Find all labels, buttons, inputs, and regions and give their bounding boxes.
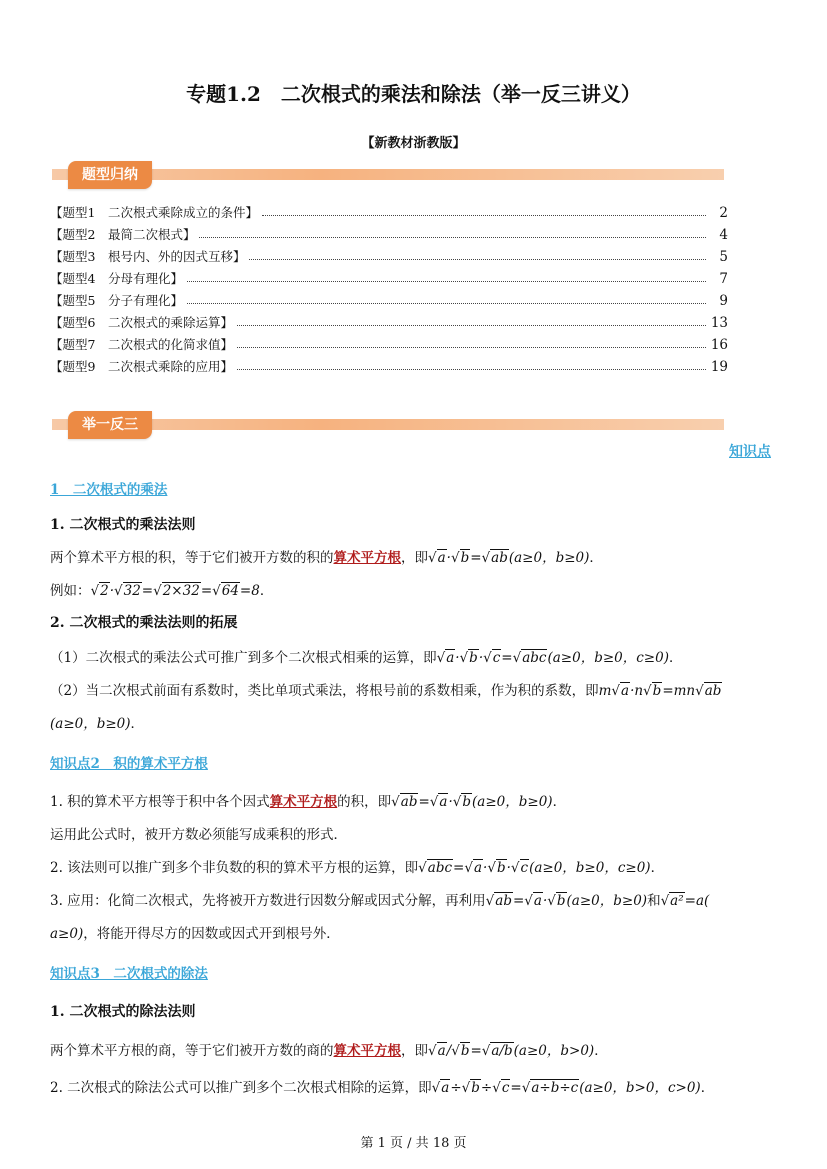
toc-entry-page: 7 xyxy=(719,271,728,287)
edition-subtitle: 【新教材浙教版】 xyxy=(361,136,466,151)
toc-leader-dots xyxy=(187,281,706,282)
toc-entry-label: 【题型3 根号内、外的因式互移】 xyxy=(50,249,246,264)
toc-entry[interactable] xyxy=(50,331,728,353)
paragraph: 两个算术平方根的商，等于它们被开方数的商的算术平方根，即√a/√b=√a/b(a≥0，b>0)． xyxy=(50,1043,608,1059)
toc-entry[interactable] xyxy=(50,287,728,309)
paragraph: 2. 二次根式的除法公式可以推广到多个二次根式相除的运算，即√a÷√b÷√c=√a÷b÷c(a≥0，b>0，c>0)． xyxy=(50,1080,715,1096)
toc-leader-dots xyxy=(237,369,706,370)
highlight-term: 算术平方根 xyxy=(269,794,338,810)
toc-entry-page: 5 xyxy=(719,249,728,265)
toc-entry-label: 【题型5 分子有理化】 xyxy=(50,293,183,308)
paragraph: 2. 该法则可以推广到多个非负数的积的算术平方根的运算，即√abc=√a·√b·√c(a≥0，b≥0，c≥0)． xyxy=(50,860,665,876)
knowledge-point-1-heading[interactable]: 1 二次根式的乘法 xyxy=(50,482,168,498)
banner-label: 举一反三 xyxy=(68,411,152,439)
toc-entry-page: 16 xyxy=(710,337,728,353)
banner-label: 题型归纳 xyxy=(68,161,152,189)
paragraph: 两个算术平方根的积，等于它们被开方数的积的算术平方根，即√a·√b=√ab(a≥0，b≥0)． xyxy=(50,550,603,566)
toc-entry-page: 4 xyxy=(719,227,728,243)
table-of-contents xyxy=(50,199,728,375)
toc-entry-page: 13 xyxy=(710,315,728,331)
toc-entry[interactable] xyxy=(50,221,728,243)
toc-entry[interactable] xyxy=(50,265,728,287)
paragraph: （2）当二次根式前面有系数时，类比单项式乘法，将根号前的系数相乘，作为积的系数，即m√a·n√b=mn√ab xyxy=(50,683,722,699)
toc-entry-label: 【题型9 二次根式乘除的应用】 xyxy=(50,359,233,374)
toc-entry-page: 19 xyxy=(710,359,728,375)
toc-leader-dots xyxy=(237,347,706,348)
highlight-term: 算术平方根 xyxy=(333,550,401,566)
toc-leader-dots xyxy=(249,259,706,260)
section-banner-examples xyxy=(52,411,724,439)
toc-entry[interactable] xyxy=(50,243,728,265)
banner-stripe xyxy=(52,169,724,180)
paragraph-cont: (a≥0，b≥0)． xyxy=(50,716,145,732)
toc-entry[interactable] xyxy=(50,309,728,331)
example-line: 例如：√2·√32=√2×32=√64=8． xyxy=(50,583,274,599)
toc-entry[interactable] xyxy=(50,199,728,221)
toc-entry-label: 【题型6 二次根式的乘除运算】 xyxy=(50,315,233,330)
page-footer: 第 1 页 / 共 18 页 xyxy=(360,1136,467,1151)
section-banner-categories xyxy=(52,161,724,189)
document-title: 专题1.2 二次根式的乘法和除法（举一反三讲义） xyxy=(186,82,641,106)
knowledge-point-link[interactable]: 知识点 xyxy=(729,444,771,460)
toc-entry-label: 【题型2 最简二次根式】 xyxy=(50,227,196,242)
paragraph: 3. 应用：化简二次根式，先将被开方数进行因数分解或因式分解，再利用√ab=√a·√b(a≥0，b≥0)和√a²=a( xyxy=(50,893,710,909)
highlight-term: 算术平方根 xyxy=(333,1043,401,1059)
paragraph: （1）二次根式的乘法公式可推广到多个二次根式相乘的运算，即√a·√b·√c=√abc(a≥0，b≥0，c≥0)． xyxy=(50,650,683,666)
toc-leader-dots xyxy=(187,303,706,304)
toc-entry-label: 【题型1 二次根式乘除成立的条件】 xyxy=(50,205,258,220)
paragraph-cont: a≥0)，将能开得尽方的因数或因式开到根号外． xyxy=(50,926,340,942)
paragraph: 1. 积的算术平方根等于积中各个因式算术平方根的积，即√ab=√a·√b(a≥0，b≥0)． xyxy=(50,794,567,810)
toc-entry-label: 【题型7 二次根式的化简求值】 xyxy=(50,337,233,352)
toc-leader-dots xyxy=(199,237,706,238)
toc-leader-dots xyxy=(262,215,706,216)
toc-leader-dots xyxy=(237,325,706,326)
banner-stripe xyxy=(52,419,724,430)
knowledge-point-3-heading[interactable]: 知识点3 二次根式的除法 xyxy=(50,966,208,982)
paragraph: 运用此公式时，被开方数必须能写成乘积的形式． xyxy=(50,827,347,843)
toc-entry-page: 2 xyxy=(719,205,728,221)
toc-entry-label: 【题型4 分母有理化】 xyxy=(50,271,183,286)
multiplication-rule-heading: 1. 二次根式的乘法法则 xyxy=(50,517,196,533)
knowledge-point-2-heading[interactable]: 知识点2 积的算术平方根 xyxy=(50,756,208,772)
division-rule-heading: 1. 二次根式的除法法则 xyxy=(50,1004,196,1020)
extension-heading: 2. 二次根式的乘法法则的拓展 xyxy=(50,615,238,631)
toc-entry[interactable] xyxy=(50,353,728,375)
toc-entry-page: 9 xyxy=(719,293,728,309)
